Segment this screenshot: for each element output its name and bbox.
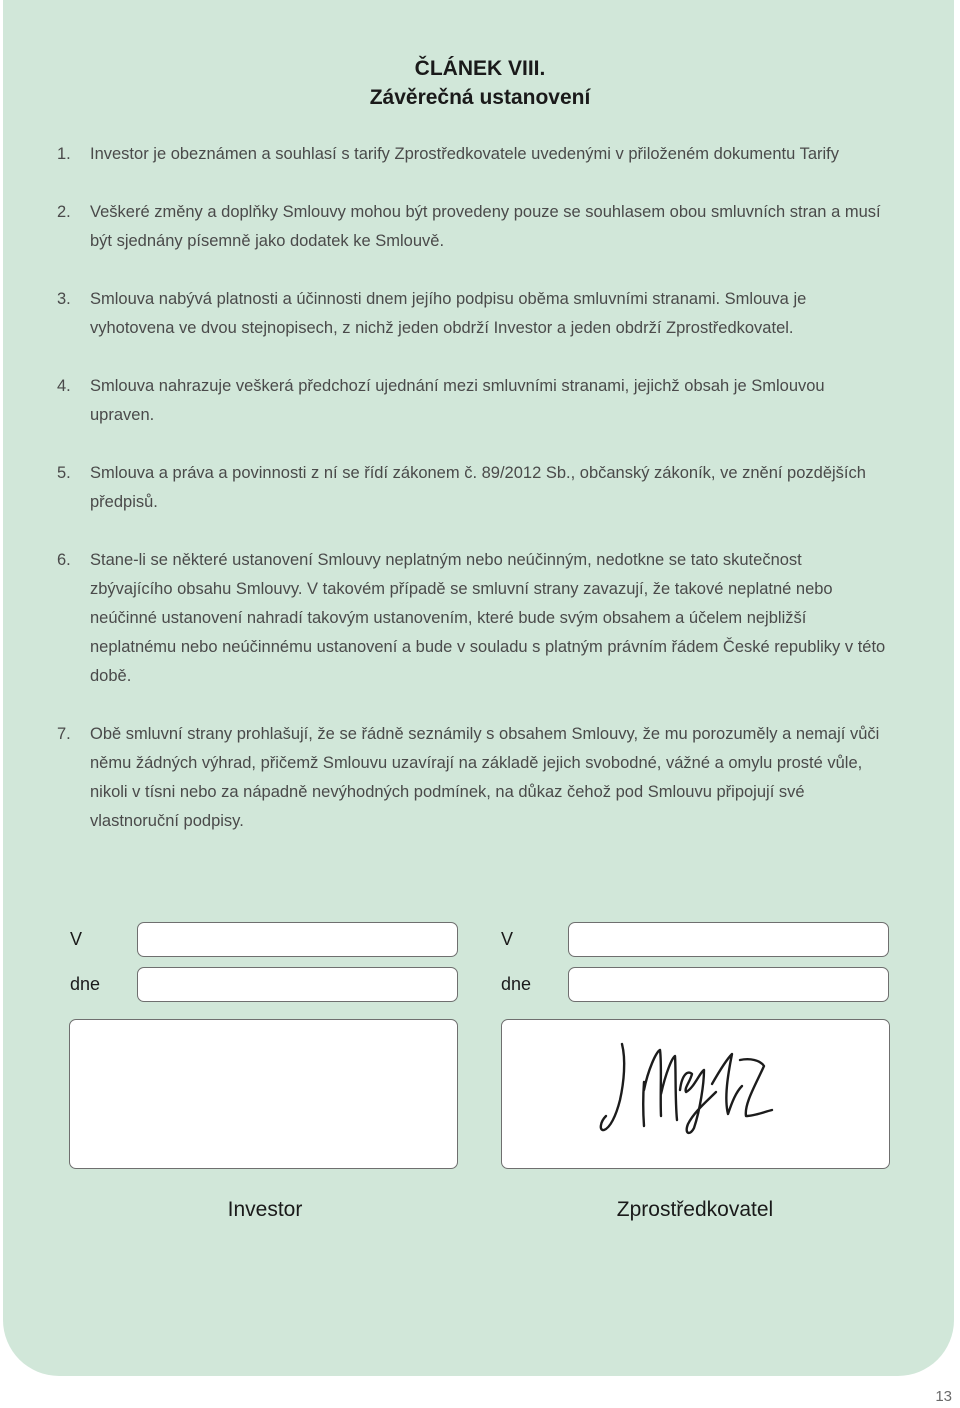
- clause-7: [57, 720, 887, 836]
- clause-text: Obě smluvní strany prohlašují, že se řádně seznámily s obsahem Smlouvy, že mu porozuměly a nemají vůči němu žádných výhrad, přičemž Smlouvu uzavírají na základě jejich svobodné, vážné a omylu prosté vůle, nikoli v tísni nebo za nápadně nevýhodných podmínek, na důkaz čehož pod Smlouvu připojují své vlastnoruční podpisy.: [90, 725, 880, 830]
- investor-label: Investor: [227, 1198, 303, 1221]
- clause-number: 1.: [57, 145, 71, 163]
- clause-number: 5.: [57, 464, 71, 482]
- clause-text: Stane-li se některé ustanovení Smlouvy neplatným nebo neúčinným, nedotkne se tato skutečnost zbývajícího obsahu Smlouvy. V takovém případě se smluvní strany zavazují, že takové neplatné nebo neúčinné ustanovení nahradí takovým ustanovením, které bude svým obsahem a účelem nejbližší neplatnému nebo neúčinnému ustanovení a bude v souladu s platným právním řádem České republiky v této době.: [90, 551, 886, 685]
- investor-date-label: dne: [70, 974, 101, 994]
- investor-place-label: V: [70, 929, 83, 949]
- clause-number: 3.: [57, 290, 71, 308]
- investor-signature-box[interactable]: [69, 1019, 458, 1169]
- clause-number: 4.: [57, 377, 71, 395]
- clause-text: Investor je obeznámen a souhlasí s tarify Zprostředkovatele uvedenými v přiloženém dokumentu Tarify: [90, 145, 839, 163]
- broker-date-field[interactable]: [568, 967, 889, 1002]
- clause-4: [57, 372, 887, 430]
- clause-text: Veškeré změny a doplňky Smlouvy mohou být provedeny pouze se souhlasem obou smluvních stran a musí být sjednány písemně jako dodatek ke Smlouvě.: [90, 203, 881, 250]
- clause-number: 6.: [57, 551, 71, 569]
- article-number: ČLÁNEK VIII.: [414, 57, 546, 80]
- clause-1: [57, 140, 887, 169]
- clause-2: [57, 198, 887, 256]
- investor-place-field[interactable]: [137, 922, 458, 957]
- clause-text: Smlouva a práva a povinnosti z ní se řídí zákonem č. 89/2012 Sb., občanský zákoník, ve znění pozdějších předpisů.: [90, 464, 866, 511]
- broker-date-label: dne: [501, 974, 532, 994]
- broker-label: Zprostředkovatel: [616, 1198, 774, 1221]
- clause-text: Smlouva nahrazuje veškerá předchozí ujednání mezi smluvními stranami, jejichž obsah je Smlouvou upraven.: [90, 377, 825, 424]
- clause-list: [57, 140, 887, 865]
- clause-5: [57, 459, 887, 517]
- page-number: 13: [935, 1388, 952, 1405]
- handwritten-signature: [596, 1030, 776, 1140]
- clause-text: Smlouva nabývá platnosti a účinnosti dnem jejího podpisu oběma smluvními stranami. Smlouva je vyhotovena ve dvou stejnopisech, z nichž jeden obdrží Investor a jeden obdrží Zprostředkovatel.: [90, 290, 807, 337]
- investor-date-field[interactable]: [137, 967, 458, 1002]
- clause-number: 2.: [57, 203, 71, 221]
- clause-number: 7.: [57, 725, 71, 743]
- clause-3: [57, 285, 887, 343]
- broker-place-label: V: [501, 929, 514, 949]
- article-title: Závěrečná ustanovení: [369, 86, 591, 109]
- clause-6: [57, 546, 887, 691]
- broker-place-field[interactable]: [568, 922, 889, 957]
